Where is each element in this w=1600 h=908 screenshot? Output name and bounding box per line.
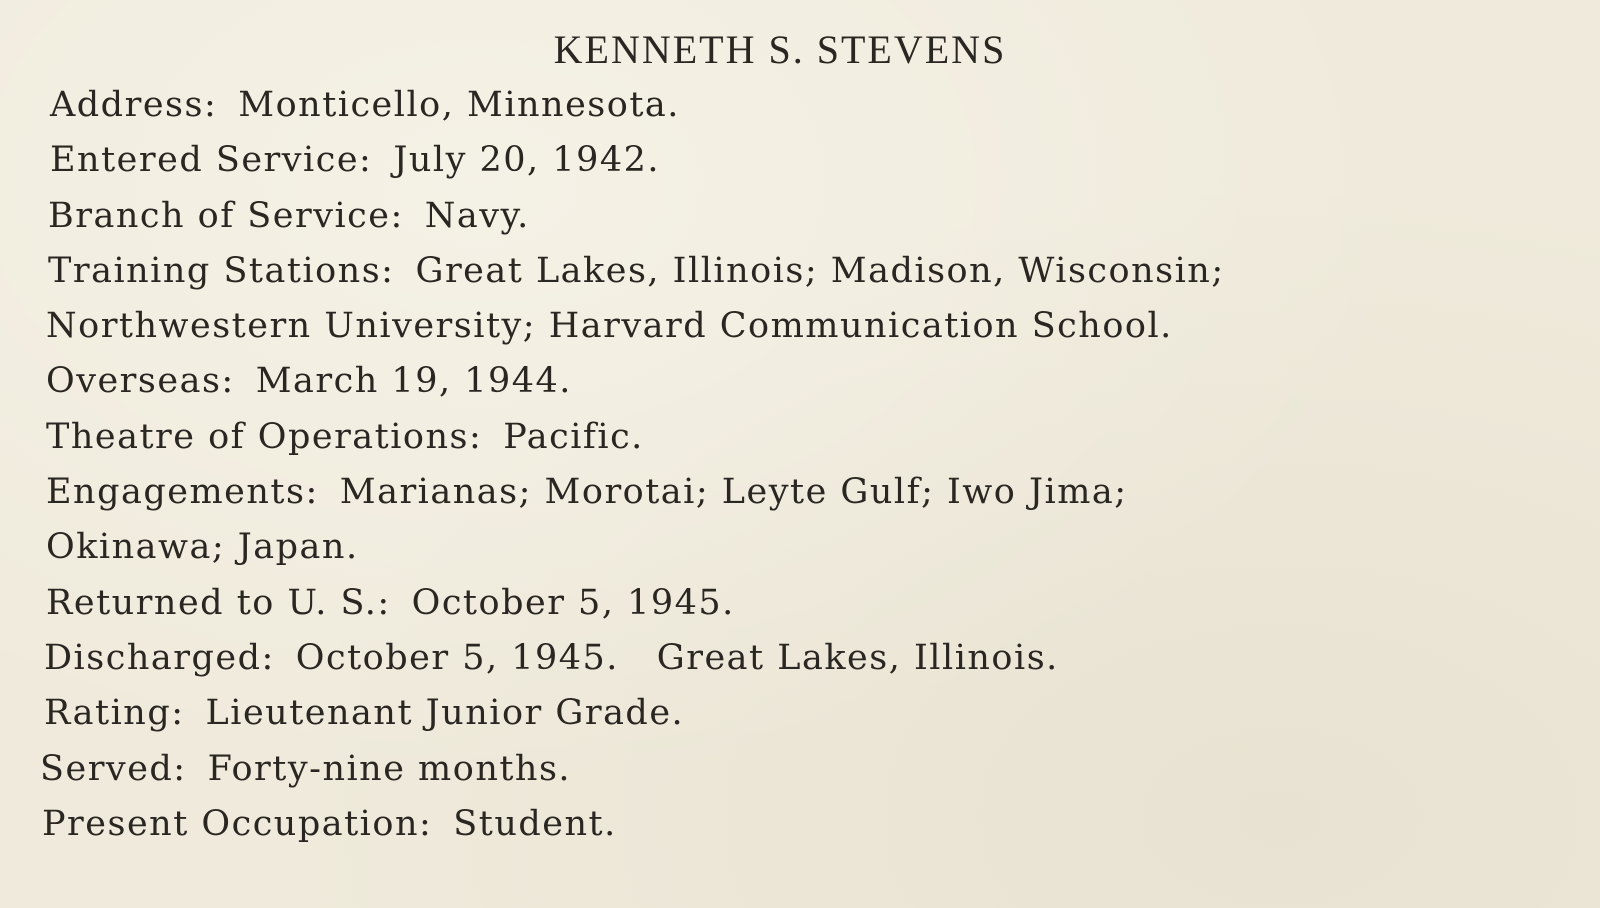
field-value: Okinawa; Japan. xyxy=(46,527,359,568)
service-record xyxy=(40,78,1586,852)
field-value: Northwestern University; Harvard Communication School. xyxy=(46,306,1173,347)
line-address xyxy=(50,78,1586,133)
field-value: October 5, 1945. Great Lakes, Illinois. xyxy=(295,637,1059,678)
field-label: Present Occupation: xyxy=(42,803,433,844)
field-label: Engagements: xyxy=(46,472,319,513)
field-label: Theatre of Operations: xyxy=(46,416,483,457)
field-value: Navy. xyxy=(424,195,530,236)
line-discharged xyxy=(44,631,1586,686)
line-entered-service xyxy=(50,133,1586,188)
field-label: Entered Service: xyxy=(50,140,373,181)
line-branch-of-service xyxy=(48,189,1586,244)
line-served xyxy=(40,742,1586,797)
field-label: Rating: xyxy=(44,693,185,734)
field-value: March 19, 1944. xyxy=(255,361,572,402)
field-value: Forty-nine months. xyxy=(207,748,572,789)
field-label: Branch of Service: xyxy=(48,195,404,236)
line-overseas xyxy=(46,354,1586,409)
field-value: Marianas; Morotai; Leyte Gulf; Iwo Jima; xyxy=(339,472,1128,513)
field-label: Training Stations: xyxy=(48,250,395,291)
line-training-stations-cont xyxy=(46,299,1586,354)
line-rating xyxy=(44,686,1586,741)
field-label: Discharged: xyxy=(44,637,275,678)
field-label: Overseas: xyxy=(46,361,235,402)
field-value: July 20, 1942. xyxy=(393,140,660,181)
line-returned-to-us xyxy=(46,576,1586,631)
field-label: Address: xyxy=(50,85,218,125)
line-training-stations xyxy=(48,244,1586,299)
field-value: Great Lakes, Illinois; Madison, Wisconsin; xyxy=(415,250,1225,291)
line-theatre-of-operations xyxy=(46,410,1586,465)
field-label: Served: xyxy=(40,748,187,789)
field-label: Returned to U. S.: xyxy=(46,582,391,623)
line-engagements xyxy=(46,465,1586,520)
page-title: KENNETH S. STEVENS xyxy=(553,27,1007,72)
line-engagements-cont xyxy=(46,520,1586,575)
field-value: Lieutenant Junior Grade. xyxy=(205,693,685,734)
field-value: October 5, 1945. xyxy=(411,582,735,623)
field-value: Student. xyxy=(453,803,617,844)
field-value: Pacific. xyxy=(503,416,644,457)
field-value: Monticello, Minnesota. xyxy=(238,85,680,125)
line-present-occupation xyxy=(42,797,1586,852)
